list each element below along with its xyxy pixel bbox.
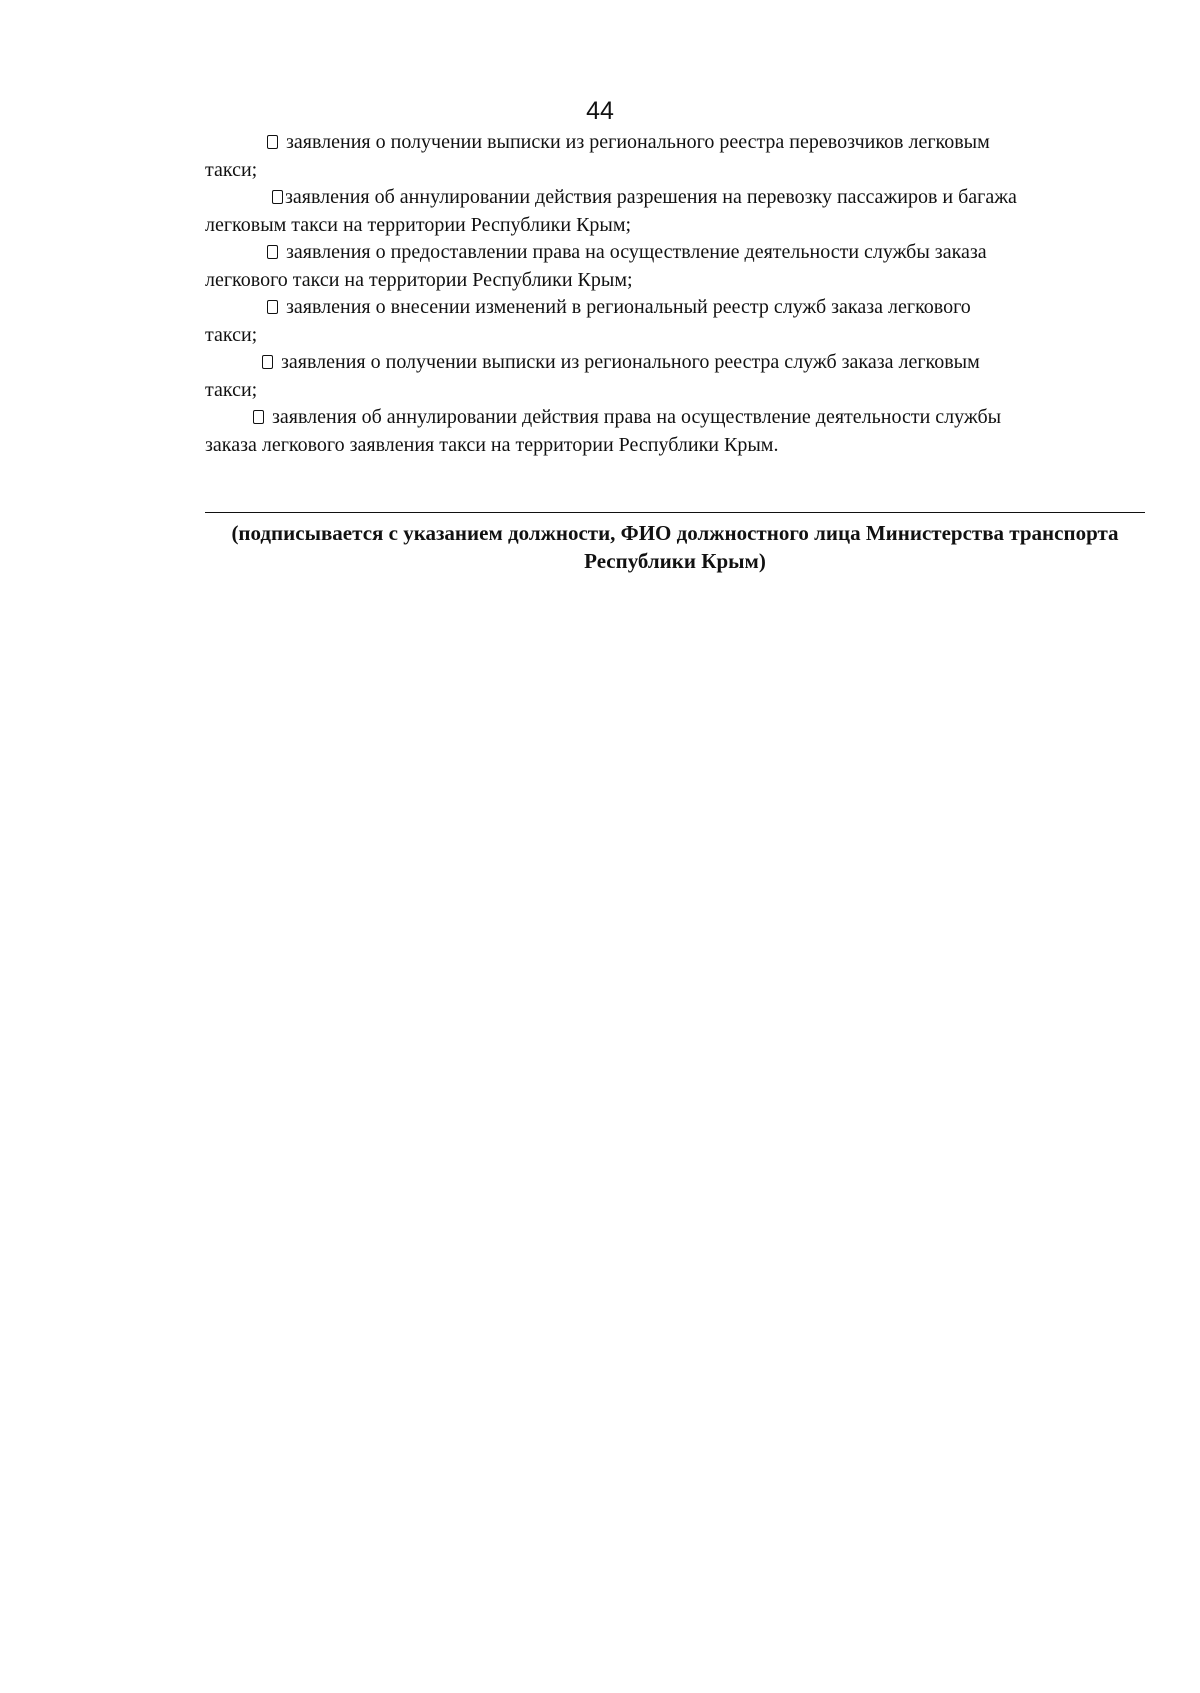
list-item: заявления об аннулировании действия права на осуществление деятельности службы bbox=[205, 404, 1145, 432]
checkbox-icon[interactable] bbox=[253, 410, 264, 424]
list-item: заявления о получении выписки из регионального реестра перевозчиков легковым bbox=[205, 129, 1145, 157]
list-item: заявления о предоставлении права на осуществление деятельности службы заказа bbox=[205, 239, 1145, 267]
signature-caption bbox=[205, 519, 1145, 575]
list-item-continuation: такси; bbox=[205, 323, 258, 346]
checkbox-icon[interactable] bbox=[262, 355, 273, 369]
checkbox-icon[interactable] bbox=[267, 300, 278, 314]
checkbox-icon[interactable] bbox=[267, 135, 278, 149]
checkbox-icon[interactable] bbox=[267, 245, 278, 259]
list-item-continuation: такси; bbox=[205, 378, 258, 401]
list-item-continuation: легковым такси на территории Республики Крым; bbox=[205, 213, 632, 236]
list-item-continuation: легкового такси на территории Республики Крым; bbox=[205, 268, 633, 291]
checkbox-list bbox=[205, 129, 1145, 459]
list-item-continuation: заказа легкового заявления такси на территории Республики Крым. bbox=[205, 433, 779, 456]
page-number: 44 bbox=[586, 97, 614, 125]
checkbox-icon[interactable] bbox=[272, 190, 283, 204]
list-item: заявления об аннулировании действия разрешения на перевозку пассажиров и багажа bbox=[205, 184, 1145, 212]
list-item: заявления о внесении изменений в региональный реестр служб заказа легкового bbox=[205, 294, 1145, 322]
list-item-continuation: такси; bbox=[205, 158, 258, 181]
list-item: заявления о получении выписки из регионального реестра служб заказа легковым bbox=[205, 349, 1145, 377]
signature-line bbox=[205, 512, 1145, 513]
signature-caption-line-1: (подписывается с указанием должности, ФИО должностного лица Министерства транспорта bbox=[231, 521, 1119, 545]
signature-caption-line-2: Республики Крым) bbox=[584, 549, 766, 573]
